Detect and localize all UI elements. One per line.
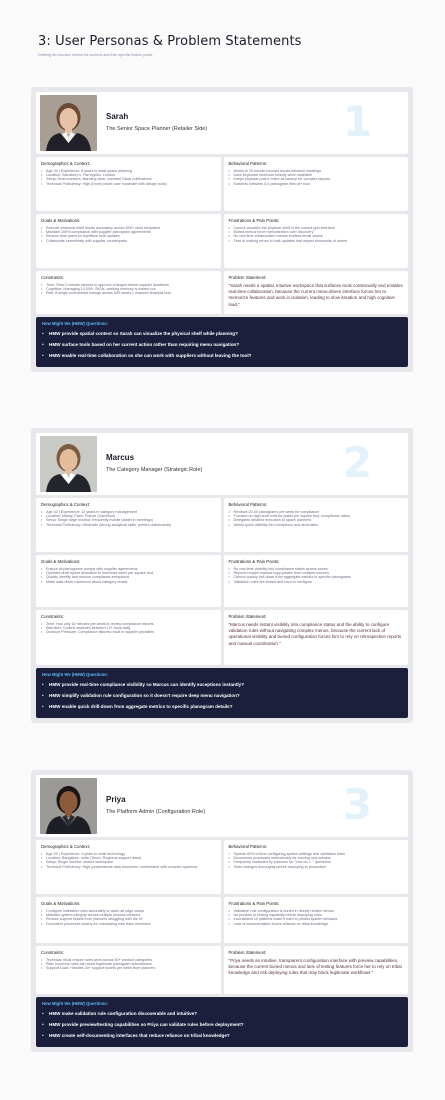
demographics-item: • Location: Massy, Paris, France (Carrefour) [41, 514, 217, 518]
constraints-item: • Support Load: Handles 30+ support tickets per week from planners [41, 966, 217, 970]
hmw-question: • HMW simplify validation rule configuration so it doesn't require deep menu navigation? [42, 691, 402, 702]
behavior-item: • Switches between 5-6 planogram files per hour [229, 182, 405, 186]
goals-item: • Reduce support tickets from planners struggling with the UI [41, 917, 217, 921]
hmw-question: • HMW enable quick drill-down from aggregate metrics to specific planogram details? [42, 702, 402, 713]
persona-details [36, 157, 408, 314]
hmw-panel [36, 317, 408, 367]
demographics-item: • Setup: Single large monitor, frequently mobile (tablet in meetings) [41, 518, 217, 522]
behavior-box [224, 157, 409, 211]
persona-number: 2 [342, 438, 372, 487]
hmw-list [42, 680, 402, 712]
demographics-item: • Technical Proficiency: High (Excel power user moderate with design tools) [41, 182, 217, 186]
persona-photo [40, 436, 97, 492]
frustrations-box-list [229, 226, 405, 244]
persona-role: The Senior Space Planner (Retailer Side) [106, 126, 208, 132]
behavior-item: • Tests changes thoroughly before deploying to production [229, 865, 405, 869]
hmw-question: • HMW create self-documenting interfaces that reduce reliance on tribal knowledge? [42, 1031, 402, 1042]
demographics-box-list [41, 510, 217, 528]
behavior-box-list [229, 852, 405, 870]
demographics-box [36, 840, 221, 894]
problem-statement-text: "Priya needs an intuitive, transparent configuration interface with preview capabilities, because the current buried menus and lack of testing features force her to rely on tribal knowledge and risk deploying rules that may block legitimate workflows." [228, 957, 402, 976]
behavior-item: • Reviews 20-30 planograms per week for compliance [229, 510, 405, 514]
hmw-title: How Might We (HMW) Questions: [42, 1001, 108, 1006]
behavior-item: • Needs quick visibility into exceptions and anomalies [229, 523, 405, 527]
frustrations-item: • Validation rule configuration is buried in deeply nested menus [229, 909, 405, 913]
demographics-item: • Technical Proficiency: Moderate (strong analytical skills, prefers dashboards) [41, 523, 217, 527]
hmw-question: • HMW surface tools based on her current action rather than requiring menu navigation? [42, 340, 402, 351]
frustrations-item: • Cannot visualize the physical shelf in the current grid interface [229, 226, 405, 230]
goals-box-list [41, 226, 217, 244]
constraints-box-title: Constraints: [41, 275, 64, 280]
persona-details [36, 840, 408, 994]
goals-box [36, 897, 221, 943]
goals-item: • Optimize shelf space allocation to maximize sales per square foot [41, 571, 217, 575]
hmw-panel [36, 997, 408, 1047]
behavior-box-list [229, 510, 405, 528]
frustrations-item: • Fear of making errors in bulk-updates that impact thousands of stores [229, 239, 405, 243]
hmw-question: • HMW provide spatial context so Sarah can visualize the physical shelf while planning? [42, 329, 402, 340]
goals-item: • Quickly identify and resolve compliance exceptions [41, 575, 217, 579]
behavior-item: • Delegates detailed execution to space planners [229, 518, 405, 522]
constraints-box [36, 610, 221, 665]
goals-item: • Ensure all planograms comply with supplier agreements [41, 567, 217, 571]
behavior-box-title: Behavioral Patterns: [228, 502, 268, 507]
goals-item: • Configure validation rules accurately to catch all edge cases [41, 909, 217, 913]
goals-item: • Execute seasonal shelf resets accurately across 500+ store templates [41, 226, 217, 230]
hmw-title: How Might We (HMW) Questions: [42, 321, 108, 326]
demographics-box-list [41, 852, 217, 870]
frustrations-box-title: Frustrations & Pain Points: [228, 901, 280, 906]
behavior-item: • Uses keyboard shortcuts heavily when available [229, 173, 405, 177]
goals-box [36, 214, 221, 268]
behavior-box-title: Behavioral Patterns: [228, 161, 268, 166]
constraints-box [36, 271, 221, 314]
frustrations-item: • No preview or testing capability before deploying rules [229, 913, 405, 917]
demographics-box [36, 498, 221, 552]
constraints-box-list [41, 958, 217, 971]
problem-statement-title: Problem Statement: [228, 950, 267, 955]
demographics-item: • Location: Bangalore, India (Tesco, Regional support team) [41, 856, 217, 860]
problem-statement-box [224, 610, 409, 665]
hmw-question: • HMW make validation rule configuration discoverable and intuitive? [42, 1009, 402, 1020]
goals-box-list [41, 567, 217, 585]
goals-item: • Maintain 100% compliance with supplier planogram agreements [41, 230, 217, 234]
demographics-item: • Setup: Single monitor, shared workspace [41, 860, 217, 864]
demographics-box-title: Demographics & Context: [41, 844, 90, 849]
behavior-item: • Focuses on high-level metrics (sales per square foot, compliance rates) [229, 514, 405, 518]
demographics-item: • Age 29 | Experience: 4 years in retail technology [41, 852, 217, 856]
behavior-box-list [229, 169, 405, 187]
frustrations-item: • Validation rules are buried and hard to configure [229, 580, 405, 584]
frustrations-box [224, 214, 409, 268]
persona-header [36, 775, 408, 837]
behavior-item: • Works in 20-minute focused bursts between meetings [229, 169, 405, 173]
behavior-item: • Frequently contacted by planners for "how do I..." questions [229, 860, 405, 864]
problem-statement-box [224, 271, 409, 314]
persona-role: The Platform Admin (Configuration Role) [106, 809, 206, 815]
constraints-box-title: Constraints: [41, 950, 64, 955]
hmw-list [42, 1009, 402, 1041]
constraints-box [36, 946, 221, 994]
persona-role: The Category Manager (Strategic Role) [106, 467, 203, 473]
hmw-panel [36, 668, 408, 718]
problem-statement-title: Problem Statement: [228, 275, 267, 280]
persona-photo [40, 778, 97, 834]
goals-box-title: Goals & Motivations: [41, 901, 81, 906]
demographics-box [36, 157, 221, 211]
constraints-item: • Cognitive: Managing 10,000+ SKUs, working memory is maxed out [41, 287, 217, 291]
goals-box [36, 555, 221, 607]
persona-photo [40, 95, 97, 151]
page-title: 3: User Personas & Problem Statements [38, 34, 302, 49]
demographics-item: • Technical Proficiency: High (understands data structures, comfortable with complex systems) [41, 865, 217, 869]
goals-box-list [41, 909, 217, 927]
constraints-item: • Time: Strict 3-minute window to approve changes before supplier deadlines [41, 283, 217, 287]
goals-item: • Document processes clearly for onboarding new team members [41, 922, 217, 926]
constraints-box-title: Constraints: [41, 614, 64, 619]
constraints-item: • Risk: A single unreviewed change across 500 stores = massive financial loss [41, 291, 217, 295]
hmw-title: How Might We (HMW) Questions: [42, 672, 108, 677]
frustrations-item: • Lack of documentation forces reliance on tribal knowledge [229, 922, 405, 926]
demographics-box-title: Demographics & Context: [41, 502, 90, 507]
demographics-item: • Age 34 | Experience: 8 years in retail space planning [41, 169, 217, 173]
frustrations-item: • Cannot quickly drill down from aggregate metrics to specific planograms [229, 575, 405, 579]
page-subtitle: Defining the humans behind the screens and their specific friction points [38, 53, 153, 57]
frustrations-item: • Inconsistent UI patterns make it hard to predict system behavior [229, 917, 405, 921]
persona-name: Sarah [106, 112, 129, 121]
behavior-box [224, 498, 409, 552]
constraints-box-list [41, 283, 217, 296]
behavior-box-title: Behavioral Patterns: [228, 844, 268, 849]
frustrations-box [224, 555, 409, 607]
persona-card [31, 428, 413, 723]
constraints-item: • Risk: Incorrect rules can block legitimate planogram submissions [41, 962, 217, 966]
frustrations-item: • Reports require manual copy-pastes from multiple sources [229, 571, 405, 575]
behavior-item: • Documents processes meticulously for training new admins [229, 856, 405, 860]
hmw-question: • HMW enable real-time collaboration so she can work with suppliers without leaving the tool? [42, 351, 402, 362]
frustrations-box-title: Frustrations & Pain Points: [228, 559, 280, 564]
goals-box-title: Goals & Motivations: [41, 218, 81, 223]
demographics-item: • Location: Sainsbury's, Farringdon, London [41, 173, 217, 177]
persona-header [36, 433, 408, 495]
goals-item: • Maintain system integrity across multiple product versions [41, 913, 217, 917]
constraints-item: • Technical: Must ensure rules work across 50+ product categories [41, 958, 217, 962]
goals-item: • Collaborate seamlessly with supplier counterparts [41, 239, 217, 243]
frustrations-item: • No real-time visibility into compliance status across stores [229, 567, 405, 571]
problem-statement-text: "Marcus needs instant visibility into compliance status and the ability to configure validation rules without navigating complex menus, because the current lack of operational visibility and buried configuration forces him to rely on retrospective reports and manual coordination." [228, 621, 402, 646]
frustrations-item: • No real-time collaboration means endless email chains [229, 234, 405, 238]
demographics-item: • Setup: Dual monitors, standing desk, constant Slack notifications [41, 177, 217, 181]
goals-box-title: Goals & Motivations: [41, 559, 81, 564]
problem-statement-title: Problem Statement: [228, 614, 267, 619]
hmw-list [42, 329, 402, 361]
problem-statement-box [224, 946, 409, 994]
constraints-box-list [41, 622, 217, 635]
behavior-item: • Spends 60% of time configuring system settings and validation rules [229, 852, 405, 856]
frustrations-box-title: Frustrations & Pain Points: [228, 218, 280, 223]
frustrations-box [224, 897, 409, 943]
frustrations-item: • Buried menus force memorization over discovery [229, 230, 405, 234]
constraints-item: • Decision Pressure: Compliance failures result in supplier penalties [41, 630, 217, 634]
demographics-box-title: Demographics & Context: [41, 161, 90, 166]
frustrations-box-list [229, 909, 405, 927]
hmw-question: • HMW provide real-time compliance visibility so Marcus can identify exceptions instantly? [42, 680, 402, 691]
goals-item: • Make data-driven decisions about category resets [41, 580, 217, 584]
persona-details [36, 498, 408, 665]
problem-statement-text: "Sarah needs a spatial, intuitive workspace that surfaces tools contextually and enables real-time collaboration, because the current menu-driven interface forces her to memorize features and work in isolation, leading to slow iteration and high cognitive load." [228, 282, 403, 307]
behavior-item: • Keeps physical post-it notes as backup for complex layouts [229, 177, 405, 181]
demographics-box-list [41, 169, 217, 187]
persona-name: Priya [106, 795, 126, 804]
frustrations-box-list [229, 567, 405, 585]
demographics-item: • Age 42 | Experience: 12 years in category management [41, 510, 217, 514]
persona-header [36, 92, 408, 154]
persona-card [31, 87, 413, 372]
constraints-item: • Time: Has only 15 minutes per week to review compliance reports [41, 622, 217, 626]
persona-number: 3 [342, 780, 372, 829]
constraints-item: • Attention: Context-switches between 10+ tools daily [41, 626, 217, 630]
persona-card [31, 770, 413, 1052]
hmw-question: • HMW provide preview/testing capabilities so Priya can validate rules before deployment? [42, 1020, 402, 1031]
behavior-box [224, 840, 409, 894]
persona-number: 1 [342, 97, 372, 146]
goals-item: • Reduce time spent on repetitive bulk updates [41, 234, 217, 238]
persona-name: Marcus [106, 453, 135, 462]
